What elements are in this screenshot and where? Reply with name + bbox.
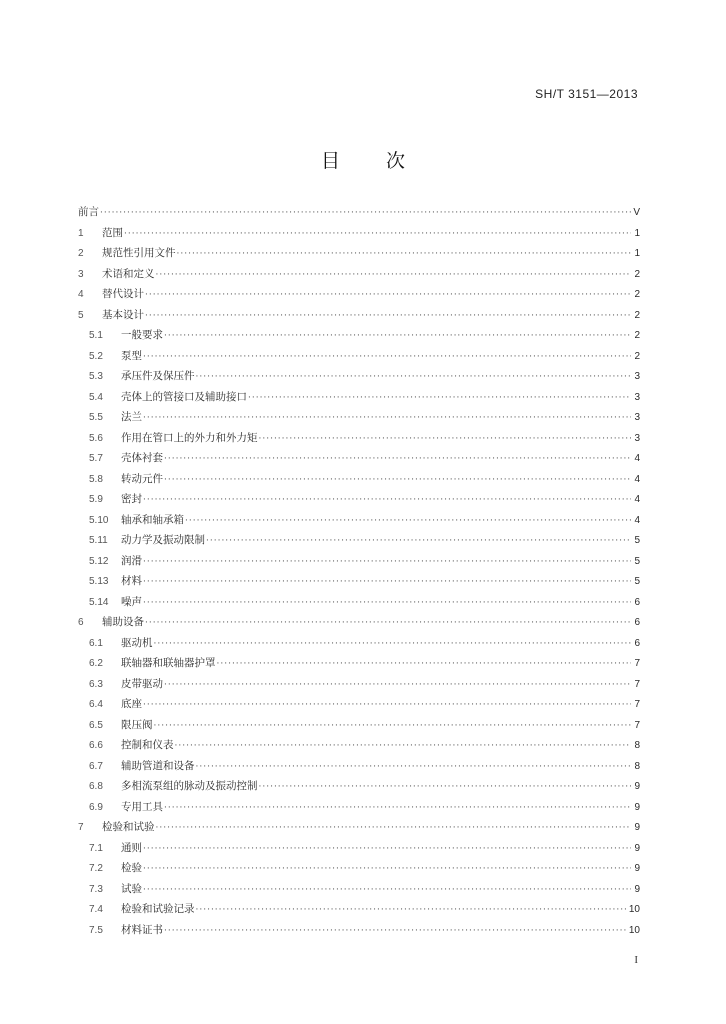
toc-entry-label: 一般要求 (121, 329, 163, 341)
toc-entry-page: 1 (634, 248, 640, 259)
toc-entry-page: 3 (634, 391, 640, 403)
toc-entry-page: V (633, 207, 640, 218)
toc-entry[interactable] (78, 838, 640, 859)
toc-entry[interactable] (78, 284, 640, 305)
toc-entry-label: 泵型 (121, 349, 142, 362)
page-title: 目次 (320, 150, 451, 172)
toc-entry-page: 7 (634, 699, 640, 710)
dot-leader (164, 675, 631, 696)
dot-leader (259, 429, 632, 450)
toc-entry-number: 5.10 (89, 514, 109, 526)
toc-entry[interactable] (78, 612, 640, 633)
toc-entry[interactable] (78, 735, 640, 756)
toc-entry-number: 5.6 (89, 432, 103, 444)
dot-leader (196, 367, 632, 388)
toc-entry-number: 7.1 (89, 842, 103, 854)
dot-leader (259, 777, 632, 798)
dot-leader (164, 798, 631, 819)
dot-leader (206, 531, 631, 552)
toc-entry[interactable] (78, 428, 640, 449)
toc-entry[interactable] (78, 407, 640, 428)
toc-entry-number: 7.3 (89, 883, 103, 895)
document-code: SH/T 3151—2013 (535, 87, 638, 101)
toc-entry-number: 1 (78, 227, 84, 239)
dot-leader (145, 285, 631, 306)
toc-entry-page: 10 (628, 924, 640, 936)
toc-entry-label: 法兰 (121, 411, 142, 423)
toc-entry[interactable] (78, 510, 640, 531)
toc-entry-label: 辅助设备 (102, 616, 144, 628)
toc-entry-page: 9 (634, 801, 640, 813)
toc-entry-number: 5.7 (89, 453, 103, 464)
dot-leader (143, 572, 631, 593)
toc-entry-number: 5.5 (89, 412, 103, 423)
toc-entry[interactable] (78, 592, 640, 613)
toc-entry-label: 术语和定义 (102, 267, 155, 280)
toc-entry-page: 6 (634, 637, 640, 649)
toc-entry-page: 5 (634, 535, 640, 546)
toc-entry-page: 2 (634, 330, 640, 341)
dot-leader (196, 900, 628, 921)
toc-entry[interactable] (78, 797, 640, 818)
toc-entry-page: 6 (634, 596, 640, 608)
toc-entry[interactable] (78, 366, 640, 387)
toc-entry-number: 6.3 (89, 678, 103, 690)
toc-entry-label: 材料证书 (121, 923, 163, 936)
toc-entry-number: 7 (78, 822, 84, 833)
toc-entry-label: 通则 (121, 841, 142, 854)
dot-leader (124, 224, 631, 245)
toc-entry-page: 9 (634, 822, 640, 833)
dot-leader (143, 552, 631, 573)
toc-entry-number: 2 (78, 248, 84, 259)
dot-leader (154, 716, 632, 737)
toc-entry[interactable] (78, 489, 640, 510)
toc-entry[interactable] (78, 448, 640, 469)
dot-leader (175, 736, 632, 757)
dot-leader (143, 593, 631, 614)
toc-entry-number: 5.12 (89, 555, 109, 567)
toc-entry-label: 控制和仪表 (121, 739, 174, 751)
toc-entry-label: 基本设计 (102, 308, 144, 321)
toc-entry-number: 6 (78, 617, 84, 628)
toc-entry-page: 7 (634, 678, 640, 690)
dot-leader (196, 757, 632, 778)
toc-entry-label: 材料 (121, 575, 142, 587)
toc-entry-page: 3 (634, 371, 640, 382)
toc-entry-label: 专用工具 (121, 800, 163, 813)
toc-entry-page: 5 (634, 576, 640, 587)
dot-leader (143, 839, 631, 860)
toc-entry[interactable] (78, 858, 640, 879)
toc-entry-page: 8 (634, 740, 640, 751)
toc-entry-label: 皮带驱动 (121, 677, 163, 690)
toc-entry-page: 6 (634, 617, 640, 628)
toc-entry-label: 替代设计 (102, 288, 144, 300)
toc-entry[interactable] (78, 530, 640, 551)
toc-entry-page: 4 (634, 473, 640, 485)
toc-entry-page: 2 (634, 350, 640, 362)
toc-entry[interactable] (78, 223, 640, 244)
toc-entry-page: 5 (634, 555, 640, 567)
dot-leader (145, 613, 631, 634)
toc-entry[interactable] (78, 387, 640, 408)
toc-entry-number: 4 (78, 289, 84, 300)
dot-leader (145, 306, 631, 327)
toc-entry-page: 9 (634, 883, 640, 895)
dot-leader (164, 470, 631, 491)
toc-entry-label: 作用在管口上的外力和外力矩 (121, 431, 258, 444)
toc-entry[interactable] (78, 469, 640, 490)
toc-entry-label: 壳体衬套 (121, 452, 163, 464)
toc-entry-label: 检验和试验 (102, 821, 155, 833)
toc-entry-page: 9 (634, 842, 640, 854)
toc-entry-page: 7 (634, 658, 640, 669)
toc-entry-label: 规范性引用文件 (102, 247, 176, 259)
toc-entry[interactable] (78, 633, 640, 654)
dot-leader (164, 326, 631, 347)
toc-entry-label: 底座 (121, 698, 142, 710)
toc-entry-label: 检验和试验记录 (121, 903, 195, 915)
toc-entry[interactable] (78, 776, 640, 797)
toc-entry-page: 1 (634, 227, 640, 239)
toc-entry-number: 5.14 (89, 596, 109, 608)
dot-leader (164, 921, 628, 942)
toc-entry[interactable] (78, 264, 640, 285)
toc-entry-label: 多相流泵组的脉动及振动控制 (121, 780, 258, 792)
dot-leader (177, 244, 632, 265)
toc-entry-page: 4 (634, 514, 640, 526)
toc-entry-label: 承压件及保压件 (121, 370, 195, 382)
toc-entry-number: 5.13 (89, 576, 109, 587)
toc-entry-number: 5.11 (89, 535, 108, 546)
toc-entry-label: 试验 (121, 882, 142, 895)
toc-entry-number: 5.4 (89, 391, 103, 403)
toc-entry[interactable] (78, 879, 640, 900)
toc-entry[interactable] (78, 202, 640, 223)
toc-entry-page: 9 (634, 863, 640, 874)
toc-entry[interactable] (78, 756, 640, 777)
dot-leader (185, 511, 631, 532)
toc-entry-number: 7.2 (89, 863, 103, 874)
dot-leader (248, 388, 631, 409)
toc-entry-label: 动力学及振动限制 (121, 534, 205, 546)
toc-entry-label: 噪声 (121, 595, 142, 608)
toc-entry-number: 6.2 (89, 658, 103, 669)
page-number: I (634, 954, 638, 966)
toc-entry[interactable] (78, 674, 640, 695)
toc-entry-label: 驱动机 (121, 636, 153, 649)
toc-entry-page: 3 (634, 412, 640, 423)
toc-entry-page: 7 (634, 719, 640, 731)
toc-entry-page: 2 (634, 268, 640, 280)
toc-entry-page: 4 (634, 494, 640, 505)
toc-entry-number: 5.2 (89, 350, 103, 362)
toc-entry-label: 范围 (102, 226, 123, 239)
dot-leader (164, 449, 631, 470)
dot-leader (100, 203, 631, 224)
dot-leader (143, 695, 631, 716)
dot-leader (143, 347, 631, 368)
toc-entry-number: 7.5 (89, 924, 103, 936)
toc-entry[interactable] (78, 899, 640, 920)
dot-leader (143, 408, 631, 429)
toc-entry[interactable] (78, 715, 640, 736)
table-of-contents (78, 202, 640, 940)
dot-leader (217, 654, 632, 675)
toc-entry-number: 6.9 (89, 801, 103, 813)
toc-entry-number: 6.7 (89, 760, 103, 772)
toc-entry-number: 5.1 (89, 330, 103, 341)
dot-leader (154, 634, 632, 655)
toc-entry[interactable] (78, 571, 640, 592)
toc-entry-number: 3 (78, 268, 84, 280)
toc-entry-page: 9 (634, 781, 640, 792)
toc-entry-label: 润滑 (121, 554, 142, 567)
toc-entry-label: 转动元件 (121, 472, 163, 485)
dot-leader (156, 265, 632, 286)
toc-entry-label: 联轴器和联轴器护罩 (121, 657, 216, 669)
toc-entry[interactable] (78, 243, 640, 264)
toc-entry-number: 6.6 (89, 740, 103, 751)
toc-entry-number: 5.3 (89, 371, 103, 382)
toc-entry-label: 轴承和轴承箱 (121, 513, 184, 526)
toc-entry[interactable] (78, 305, 640, 326)
toc-entry[interactable] (78, 653, 640, 674)
dot-leader (143, 490, 631, 511)
toc-entry-number: 6.4 (89, 699, 103, 710)
toc-entry-number: 5.9 (89, 494, 103, 505)
dot-leader (156, 818, 632, 839)
toc-entry-label: 密封 (121, 493, 142, 505)
toc-entry[interactable] (78, 920, 640, 941)
toc-entry-number: 6.5 (89, 719, 103, 731)
toc-entry[interactable] (78, 694, 640, 715)
toc-entry[interactable] (78, 346, 640, 367)
toc-entry-page: 2 (634, 309, 640, 321)
toc-entry-number: 6.1 (89, 637, 103, 649)
dot-leader (143, 859, 631, 880)
dot-leader (143, 880, 631, 901)
toc-entry[interactable] (78, 817, 640, 838)
toc-entry-label: 辅助管道和设备 (121, 759, 195, 772)
toc-entry-page: 4 (634, 453, 640, 464)
toc-entry-page: 2 (634, 289, 640, 300)
toc-entry-page: 8 (634, 760, 640, 772)
toc-entry-number: 5 (78, 309, 84, 321)
toc-entry[interactable] (78, 325, 640, 346)
toc-entry-label: 检验 (121, 862, 142, 874)
toc-entry-number: 5.8 (89, 473, 103, 485)
toc-entry-label: 前言 (78, 206, 99, 218)
toc-entry-label: 限压阀 (121, 718, 153, 731)
toc-entry-number: 7.4 (89, 904, 103, 915)
toc-entry-label: 壳体上的管接口及辅助接口 (121, 390, 247, 403)
toc-entry[interactable] (78, 551, 640, 572)
toc-entry-page: 3 (634, 432, 640, 444)
toc-entry-page: 10 (628, 904, 640, 915)
toc-entry-number: 6.8 (89, 781, 103, 792)
